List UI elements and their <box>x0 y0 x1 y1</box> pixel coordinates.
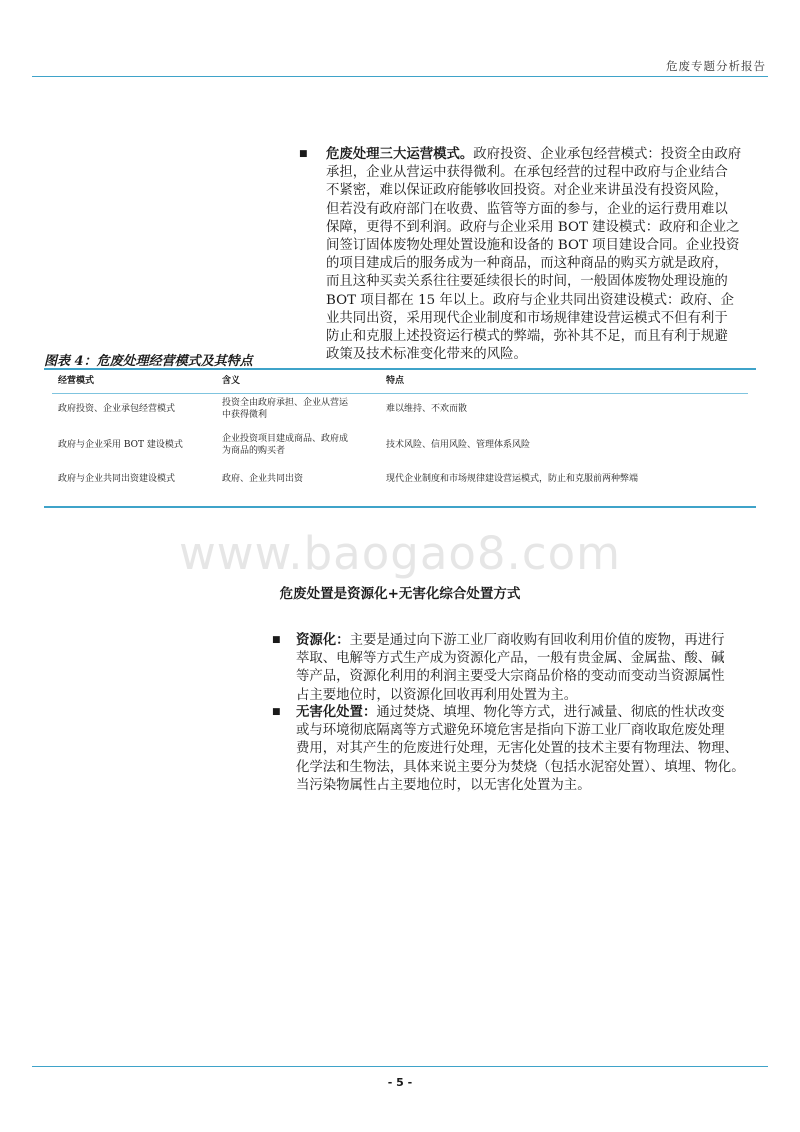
column-header-meaning: 含义 <box>222 376 241 387</box>
cell-mode: 政府与企业共同出资建设模式 <box>58 473 176 484</box>
operation-modes-paragraph <box>326 145 760 364</box>
paragraph-line: 占主要地位时，以资源化回收再利用处置为主。 <box>296 687 578 703</box>
footer-divider <box>32 1066 768 1067</box>
cell-mode: 政府与企业采用 BOT 建设模式 <box>58 439 183 450</box>
paragraph-line: 防止和克服上述投资运行模式的弊端，弥补其不足，而且有利于规避 <box>326 329 728 345</box>
cell-meaning-line: 企业投资项目建成商品、政府成 <box>222 433 349 444</box>
cell-feature: 技术风险、信用风险、管理体系风险 <box>386 439 531 450</box>
resource-paragraph <box>296 631 766 705</box>
cell-feature: 难以维持、不欢而散 <box>386 403 468 414</box>
cell-meaning-line: 投资全由政府承担、企业从营运 <box>222 397 349 408</box>
paragraph-line: 政策及技术标准变化带来的风险。 <box>326 347 527 363</box>
paragraph-line: 萃取、电解等方式生产成为资源化产品，一般有贵金属、金属盐、酸、碱 <box>296 651 725 667</box>
paragraph-line: 或与环境彻底隔离等方式避免环境危害是指向下游工业厂商收取危废处理 <box>296 723 725 739</box>
cell-feature: 现代企业制度和市场规律建设营运模式，防止和克服前两种弊端 <box>386 473 639 484</box>
paragraph-line: BOT 项目都在 15 年以上。政府与企业共同出资建设模式：政府、企 <box>326 292 734 308</box>
cell-meaning-line: 为商品的购买者 <box>222 446 286 456</box>
operation-modes-heading: 危废处理三大运营模式。 <box>326 146 474 162</box>
paragraph-line: 当污染物属性占主要地位时，以无害化处置为主。 <box>296 777 591 793</box>
table-row <box>52 463 748 495</box>
paragraph-line: 间签订固体废物处理处置设施和设备的 BOT 项目建设合同。企业投资 <box>326 238 740 254</box>
figure-bottom-rule <box>44 506 756 508</box>
table-row <box>52 391 748 427</box>
paragraph-line: 保障，更得不到利润。政府与企业采用 BOT 建设模式：政府和企业之 <box>326 219 740 235</box>
cell-meaning-line: 中获得微利 <box>222 410 268 420</box>
paragraph-line: 主要是通过向下游工业厂商收购有回收利用价值的废物，再进行 <box>349 633 725 648</box>
bullet-square-icon: ■ <box>299 149 308 159</box>
paragraph-line: 承担，企业从营运中获得微利。在承包经营的过程中政府与企业结合 <box>326 165 728 181</box>
table-header-row <box>52 372 748 391</box>
paragraph-line: 但若没有政府部门在收费、监管等方面的参与，企业的运行费用难以 <box>326 201 728 217</box>
header-divider <box>32 76 768 77</box>
bullet-square-icon: ■ <box>272 707 281 717</box>
paragraph-line: 而且这种买卖关系往往要延续很长的时间，一般固体废物处理设施的 <box>326 274 728 290</box>
cell-meaning <box>216 427 380 463</box>
paragraph-line: 的项目建成后的服务成为一种商品，而这种商品的购买方就是政府， <box>326 256 728 272</box>
paragraph-line: 业共同出资，采用现代企业制度和市场规律建设营运模式不但有利于 <box>326 310 728 326</box>
cell-meaning <box>216 463 380 495</box>
cell-mode: 政府投资、企业承包经营模式 <box>58 403 176 414</box>
paragraph-line: 不紧密，难以保证政府能够收回投资。对企业来讲虽没有投资风险， <box>326 183 728 199</box>
harmless-term: 无害化处置： <box>296 704 377 720</box>
column-header-mode: 经营模式 <box>58 376 95 387</box>
figure-title: 图表 4：危废处理经营模式及其特点 <box>44 354 253 369</box>
paragraph-line: 费用，对其产生的危废进行处理，无害化处置的技术主要有物理法、物理、 <box>296 741 738 757</box>
section-heading: 危废处置是资源化+无害化综合处置方式 <box>279 586 521 602</box>
cell-meaning <box>216 391 380 427</box>
column-header-feature: 特点 <box>386 376 405 387</box>
page-number: - 5 - <box>387 1076 413 1089</box>
bullet-square-icon: ■ <box>272 635 281 645</box>
operation-modes-table <box>52 372 748 495</box>
cell-meaning-line: 政府、企业共同出资 <box>222 473 304 484</box>
report-header-title: 危废专题分析报告 <box>666 59 766 73</box>
harmless-paragraph <box>296 703 766 795</box>
watermark: www.baogao8.com <box>179 527 621 580</box>
paragraph-line: 通过焚烧、填埋、物化等方式，进行减量、彻底的性状改变 <box>376 705 725 720</box>
figure-top-rule <box>44 368 756 370</box>
table-row <box>52 427 748 463</box>
resource-term: 资源化： <box>296 632 350 648</box>
paragraph-line: 等产品，资源化利用的利润主要受大宗商品价格的变动而变动当资源属性 <box>296 669 725 685</box>
paragraph-line: 化学法和生物法，具体来说主要分为焚烧（包括水泥窑处置）、填埋、物化。 <box>296 759 745 775</box>
paragraph-line: 政府投资、企业承包经营模式：投资全由政府 <box>473 147 742 162</box>
